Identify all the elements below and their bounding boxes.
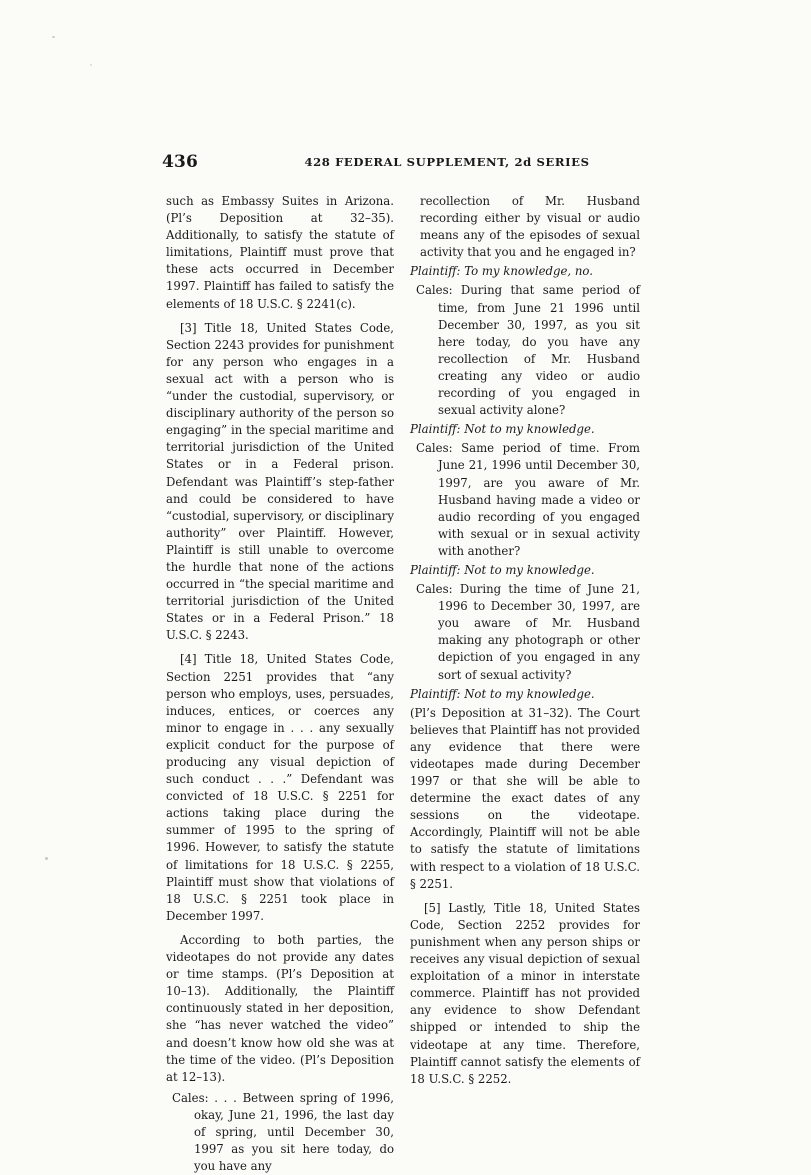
deposition-question-2: Cales: During that same period of time, from June 21 1996 until December 30, 1997, as you sit here today, do you have any recollection of Mr. Husband creating any video or audio recording of you engaged in sexual activity alone? <box>416 283 640 418</box>
page-header <box>162 152 652 174</box>
scan-speck <box>45 857 48 860</box>
paragraph-section-2252: [5] Lastly, Title 18, United States Code, Section 2252 provides for punishment when any person ships or receives any visual depiction of sexual exploitation of a minor in interstate commerce. Plaintiff has not provided any evidence to show Defendant shipped or intended to ship the videotape at any time. Therefore, Plaintiff cannot satisfy the elements of 18 U.S.C. § 2252. <box>410 900 640 1086</box>
deposition-answer-1: Plaintiff: To my knowledge, no. <box>410 264 593 279</box>
deposition-answer-4: Plaintiff: Not to my knowledge. <box>410 686 595 701</box>
paragraph-section-2243: [3] Title 18, United States Code, Section 2243 provides for punishment for any person who engages in a sexual act with a person who is “under the custodial, supervisory, or disciplinary authority of the person so engaging” in the special maritime and territorial jurisdiction of the United States or in a Federal prison. Defendant was Plaintiff’s step-father and could be considered to have “custodial, supervisory, or disciplinary authority” over Plaintiff. However, Plaintiff is still unable to overcome the hurdle that none of the actions occurred in “the special maritime and territorial jurisdiction of the United States or in a Federal Prison.” 18 U.S.C. § 2243. <box>166 320 394 643</box>
scan-speck <box>90 64 92 66</box>
paragraph-videotapes: According to both parties, the videotapes do not provide any dates or time stamps. (Pl’s Deposition at 10–13). Additionally, the Plaintiff continuously stated in her deposition, she “has never watched the video” and doesn’t know how old she was at the time of the video. (Pl’s Deposition at 12–13). <box>166 932 394 1084</box>
left-column <box>166 193 394 1175</box>
deposition-question-4: Cales: During the time of June 21, 1996 to December 30, 1997, are you aware of Mr. Husband making any photograph or other depiction of you engaged in any sort of sexual activity? <box>416 582 640 682</box>
paragraph-embassy-suites: such as Embassy Suites in Arizona. (Pl’s Deposition at 32–35). Additionally, to satisfy the statute of limitations, Plaintiff must prove that these acts occurred in December 1997. Plaintiff has failed to satisfy the elements of 18 U.S.C. § 2241(c). <box>166 194 394 311</box>
scan-speck <box>52 36 55 38</box>
paragraph-court-believes: (Pl’s Deposition at 31–32). The Court believes that Plaintiff has not provided any evidence that there were videotapes made during December 1997 or that she will be able to determine the exact dates of any sessions on the videotape. Accordingly, Plaintiff will not be able to satisfy the statute of limitations with respect to a violation of 18 U.S.C. § 2251. <box>410 705 640 891</box>
running-head: 428 FEDERAL SUPPLEMENT, 2d SERIES <box>304 155 590 169</box>
page-number: 436 <box>162 152 199 172</box>
deposition-question-1: Cales: . . . Between spring of 1996, okay, June 21, 1996, the last day of spring, until December 30, 1997 as you sit here today, do you have any <box>172 1090 394 1174</box>
paragraph-section-2251: [4] Title 18, United States Code, Section 2251 provides that “any person who employs, uses, persuades, induces, entices, or coerces any minor to engage in . . . any sexually explicit conduct for the purpose of producing any visual depiction of such conduct . . .” Defendant was convicted of 18 U.S.C. § 2251 for actions taking place during the summer of 1995 to the spring of 1996. However, to satisfy the statute of limitations for 18 U.S.C. § 2255, Plaintiff must show that violations of 18 U.S.C. § 2251 took place in December 1997. <box>166 652 394 923</box>
right-column <box>410 193 640 1088</box>
deposition-question-3: Cales: Same period of time. From June 21, 1996 until December 30, 1997, are you aware of Mr. Husband having made a video or audio recording of you engaged with sexual or in sexual activity with another? <box>416 441 640 558</box>
deposition-answer-3: Plaintiff: Not to my knowledge. <box>410 562 595 577</box>
deposition-question-1-continued: recollection of Mr. Husband recording either by visual or audio means any of the episodes of sexual activity that you and he engaged in? <box>420 194 640 260</box>
deposition-answer-2: Plaintiff: Not to my knowledge. <box>410 422 595 437</box>
